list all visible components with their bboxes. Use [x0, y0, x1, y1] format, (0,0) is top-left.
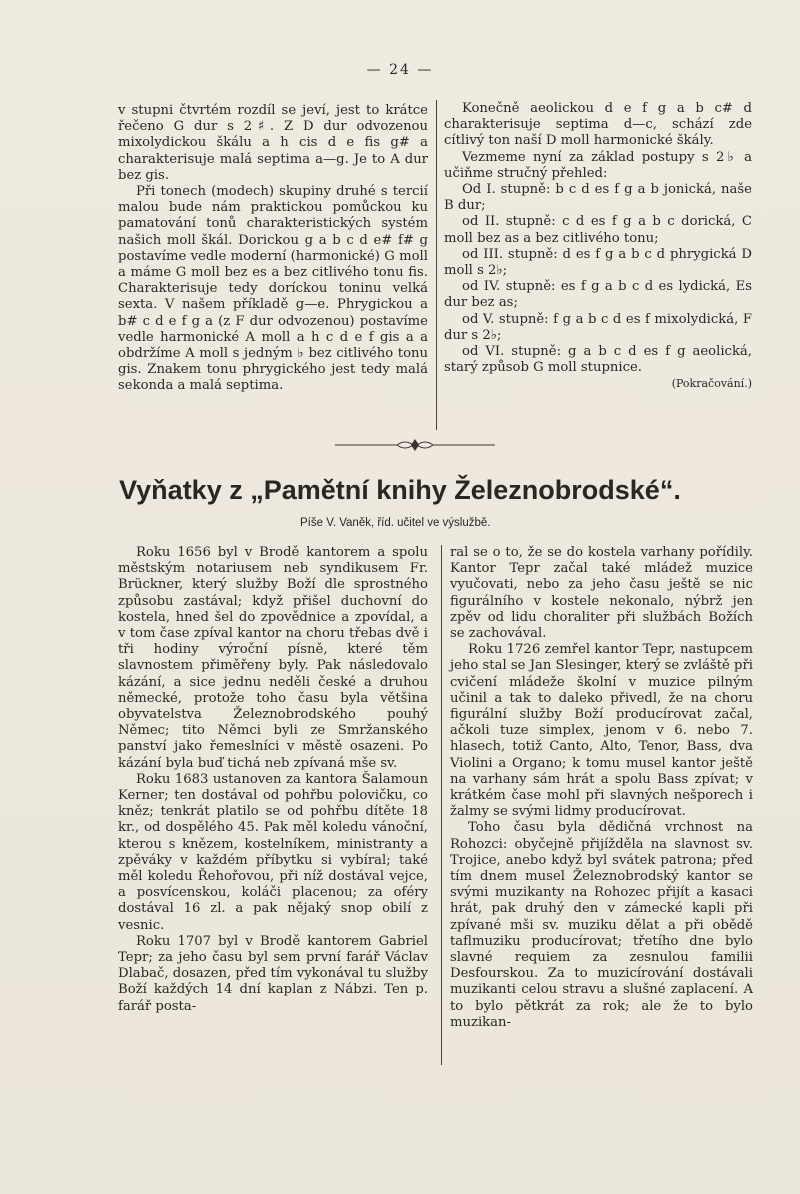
paragraph: Toho času byla dědičná vrchnost na Rohozci: obyčejně přijížděla na slavnost sv. Trojice, anebo když byl svátek patrona; před tím dnem musel Železnobrodský kantor se svými muzikanty na Rohozec přijít a kasaci hrát, pak druhý den v zámecké kapli při zpívané mši sv. muziku dělat a při obědě taflmuziku producírovat; třetího dne bylo slavné requiem za zesnulou familii Desfourskou. Za to muzicírování dostávali muzikanti celou stravu a slušné zaplacení. A to bylo pětkrát za rok; ale že to bylo muzikan-	[450, 820, 753, 1030]
paragraph: Při tonech (modech) skupiny druhé s tercií malou bude nám praktickou pomůckou ku pamatování tonů charakteristických systém našich moll škál. Dorickou g a b c d e# f# g postavíme vedle moderní (harmonické) G moll a máme G moll bez es a bez citlivého tonu fis. Charakterisuje tedy doríckou toninu velká sexta. V našem příkladě g—e. Phrygickou a b# c d e f g a (z F dur odvozenou) postavíme vedle harmonické A moll a h c d e f gis a a obdržíme A moll s jedným ♭ bez citlivého tonu gis. Znakem tonu phrygického jest tedy malá sekonda a malá septima.	[118, 184, 428, 394]
paragraph: Vezmeme nyní za základ postupy s 2♭ a učiňme stručný přehled:	[444, 149, 752, 181]
top-right-column	[444, 101, 752, 393]
column-divider	[436, 100, 437, 430]
article-title: Vyňatky z „Pamětní knihy Železnobrodské“.	[119, 475, 681, 505]
top-left-column	[118, 103, 428, 395]
paragraph: Roku 1707 byl v Brodě kantorem Gabriel Tepr; za jeho času byl sem první farář Václav Dlabač, dosazen, před tím vykonával tu služby Boží každých 14 dní kaplan z Nábzi. Ten p. farář posta-	[118, 933, 428, 1014]
ornament-divider-icon	[335, 437, 495, 453]
paragraph: Konečně aeolickou d e f g a b c# d charakterisuje septima d—c, schází zde cítlivý ton naší D moll harmonické škály.	[444, 101, 752, 149]
paragraph: od IV. stupně: es f g a b c d es lydická, Es dur bez as;	[444, 279, 752, 311]
paragraph: od II. stupně: c d es f g a b c dorická, C moll bez as a bez citlivého tonu;	[444, 214, 752, 246]
paragraph: Roku 1683 ustanoven za kantora Šalamoun Kerner; ten dostával od pohřbu polovičku, co kněz; tenkrát platilo se od pohřbu dítěte 18 kr., od dospělého 45. Pak měl koledu vánoční, kterou s knězem, kostelníkem, ministranty a zpěváky v každém příbytku si vybíral; také měl koledu Řehořovou, při níž dostával vejce, a posvícenskou, koláči placenou; za oféry dostával 16 zl. a pak nějaký snop obilí z vesnic.	[118, 771, 428, 933]
column-divider	[441, 545, 442, 1065]
paragraph: od V. stupně: f g a b c d es f mixolydická, F dur s 2♭;	[444, 311, 752, 343]
bottom-right-column	[450, 545, 753, 1031]
paragraph: Od I. stupně: b c d es f g a b jonická, naše B dur;	[444, 182, 752, 214]
paragraph: Roku 1656 byl v Brodě kantorem a spolu městským notariusem neb syndikusem Fr. Brückner, který služby Boží dle sprostného způsobu zastával; když přišel duchovní do kostela, hned šel do zpovědnice a zpovídal, a v tom čase zpíval kantor na choru třebas dvě i tři hodiny výroční písně, které těm slavnostem přiměřeny byly. Pak následovalo kázání, a sice jednu neděli české a druhou německé, protože toho času byla většina obyvatelstva Železnobrodského pouhý Němec; tito Němci byli ze Smržanského panství jako řemeslníci v městě osazeni. Po kázání byla buď tichá neb zpívaná mše sv.	[118, 545, 428, 771]
paragraph: v stupni čtvrtém rozdíl se jeví, jest to krátce řečeno G dur s 2♯. Z D dur odvozenou mixolydickou škálu a h cis d e fis g# a charakterisuje malá septima a—g. Je to A dur bez gis.	[118, 103, 428, 183]
bottom-left-column	[118, 545, 428, 1015]
article-byline: Píše V. Vaněk, říd. učitel ve výslužbě.	[300, 517, 491, 529]
page-number: — 24 —	[366, 62, 434, 78]
paragraph: Roku 1726 zemřel kantor Tepr, nastupcem jeho stal se Jan Slesinger, který se zvláště při cvičení mládeže školní v muzice pilným učinil a tak to daleko přivedl, že na choru figurální služby Boží producírovat začal, ačkoli tuze simplex, jenom v 6. nebo 7. hlasech, totiž Canto, Alto, Tenor, Bass, dva Violini a Organo; k tomu musel kantor ještě na varhany sám hrát a spolu Bass zpívat; v krátkém čase mohl při slavných nešporech i žalmy se svými lidmy producírovat.	[450, 642, 753, 820]
continuation-note: (Pokračování.)	[671, 377, 752, 391]
paragraph: od VI. stupně: g a b c d es f g aeolická, starý způsob G moll stupnice.	[444, 344, 752, 376]
paragraph: ral se o to, že se do kostela varhany pořídily. Kantor Tepr začal také mládež muzice vyučovati, nebo za jeho času ještě se nic figurálního v kostele nekonalo, nýbrž jen zpěv od lidu choraliter při službách Božích se zachovával.	[450, 545, 753, 642]
paragraph: od III. stupně: d es f g a b c d phrygická D moll s 2♭;	[444, 246, 752, 279]
